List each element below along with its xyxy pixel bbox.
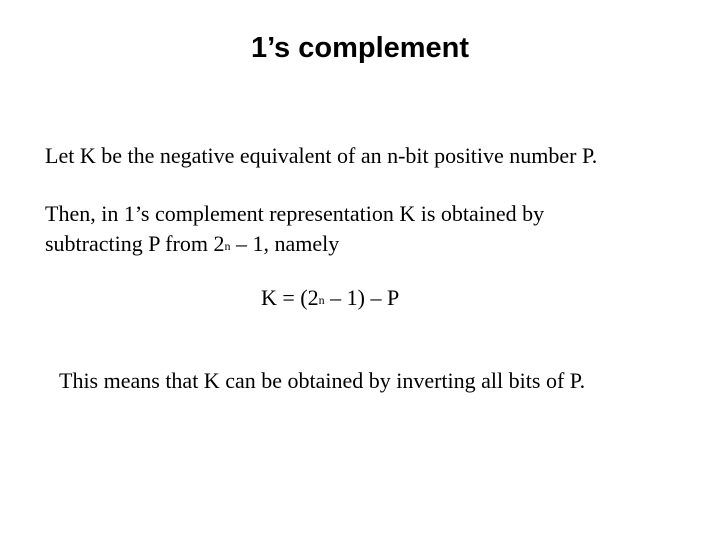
inversion-note: This means that K can be obtained by inverting all bits of P. [59,368,586,393]
representation-line-2-suffix: – 1, namely [230,231,340,256]
formula-exponent-n: n [318,293,325,307]
formula-suffix: – 1) – P [324,285,400,310]
formula-prefix: K = (2 [261,285,319,310]
representation-line-2-prefix: subtracting P from 2 [45,231,225,256]
formula [261,283,399,313]
exponent-n: n [224,239,231,253]
slide-title: 1’s complement [250,32,470,64]
representation-line-1: Then, in 1’s complement representation K is obtained by [45,201,545,226]
definition-text: Let K be the negative equivalent of an n-bit positive number P. [45,143,598,168]
representation-text [45,199,544,259]
